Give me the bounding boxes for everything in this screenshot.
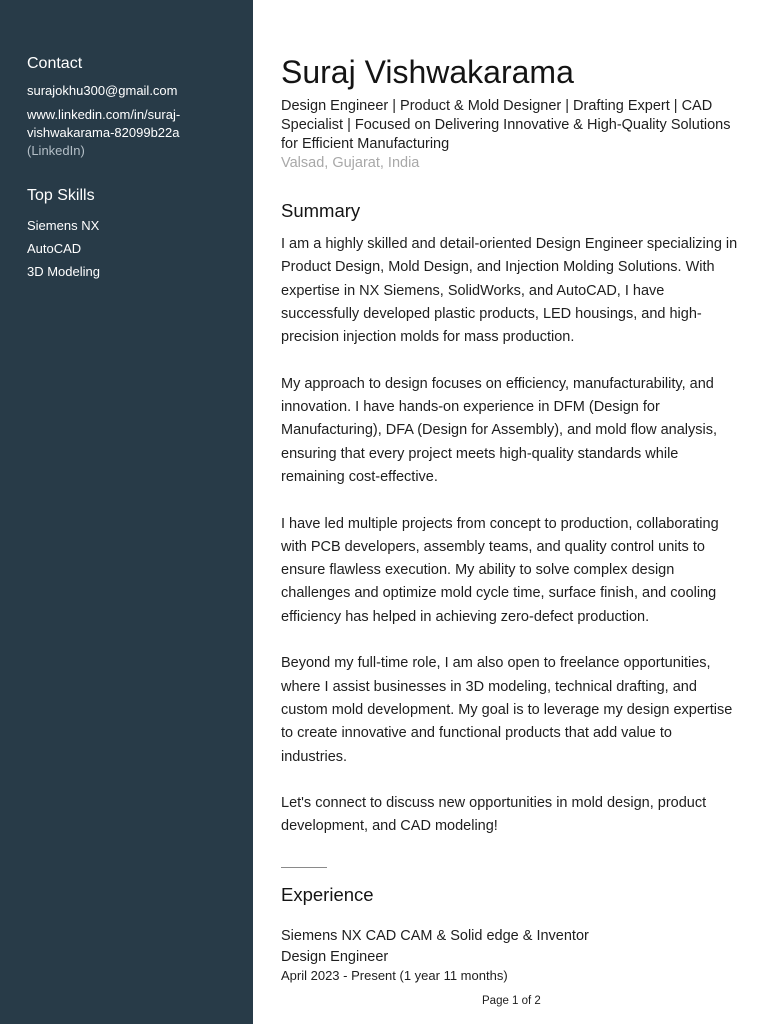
summary-body bbox=[281, 233, 741, 862]
summary-paragraph: I am a highly skilled and detail-oriented Design Engineer specializing in Product Design, Mold Design, and Injection Molding Solutions. With expertise in NX Siemens, SolidWorks, and AutoCAD, I have successfully developed plastic products, LED housings, and high-precision injection molds for mass production. bbox=[281, 236, 738, 346]
contact-heading: Contact bbox=[27, 55, 83, 72]
profile-headline: Design Engineer | Product & Mold Designer | Drafting Expert | CAD Specialist | Focused on Delivering Innovative & High-Quality Solutions for Efficient Manufacturing bbox=[281, 98, 731, 152]
skill-item: Siemens NX bbox=[27, 218, 100, 233]
page-number: Page 1 of 2 bbox=[482, 995, 541, 1007]
skills-list bbox=[27, 214, 237, 283]
main-content bbox=[281, 0, 741, 1024]
profile-location: Valsad, Gujarat, India bbox=[281, 155, 420, 171]
summary-paragraph: Beyond my full-time role, I am also open to freelance opportunities, where I assist businesses in 3D modeling, technical drafting, and custom mold development. My goal is to leverage my design expertise to create innovative and functional products that add value to industries. bbox=[281, 655, 733, 765]
sidebar bbox=[0, 0, 253, 1024]
contact-email[interactable]: surajokhu300@gmail.com bbox=[27, 83, 178, 98]
experience-dates: April 2023 - Present (1 year 11 months) bbox=[281, 968, 508, 983]
linkedin-link[interactable]: www.linkedin.com/in/suraj-vishwakarama-82099b22a bbox=[27, 107, 181, 140]
experience-heading: Experience bbox=[281, 884, 374, 905]
skill-item: 3D Modeling bbox=[27, 264, 100, 279]
section-divider bbox=[281, 867, 327, 868]
summary-paragraph: My approach to design focuses on efficiency, manufacturability, and innovation. I have hands-on experience in DFM (Design for Manufacturing), DFA (Design for Assembly), and mold flow analysis, ensuring that every project meets high-quality standards while remaining cost-effective. bbox=[281, 375, 717, 485]
profile-headline-block bbox=[281, 97, 736, 173]
top-skills-heading: Top Skills bbox=[27, 187, 95, 204]
linkedin-label: (LinkedIn) bbox=[27, 143, 85, 158]
summary-heading: Summary bbox=[281, 200, 361, 221]
profile-name: Suraj Vishwakarama bbox=[281, 54, 574, 90]
summary-paragraph: I have led multiple projects from concept to production, collaborating with PCB developers, assembly teams, and quality control units to ensure flawless execution. My ability to solve complex design challenges and optimize mold cycle time, surface finish, and cooling efficiency has helped in achieving zero-defect production. bbox=[281, 515, 719, 625]
skill-item: AutoCAD bbox=[27, 241, 82, 256]
experience-company: Siemens NX CAD CAM & Solid edge & Inventor bbox=[281, 928, 589, 944]
experience-role: Design Engineer bbox=[281, 949, 389, 965]
summary-paragraph: Let's connect to discuss new opportunities in mold design, product development, and CAD modeling! bbox=[281, 795, 707, 835]
